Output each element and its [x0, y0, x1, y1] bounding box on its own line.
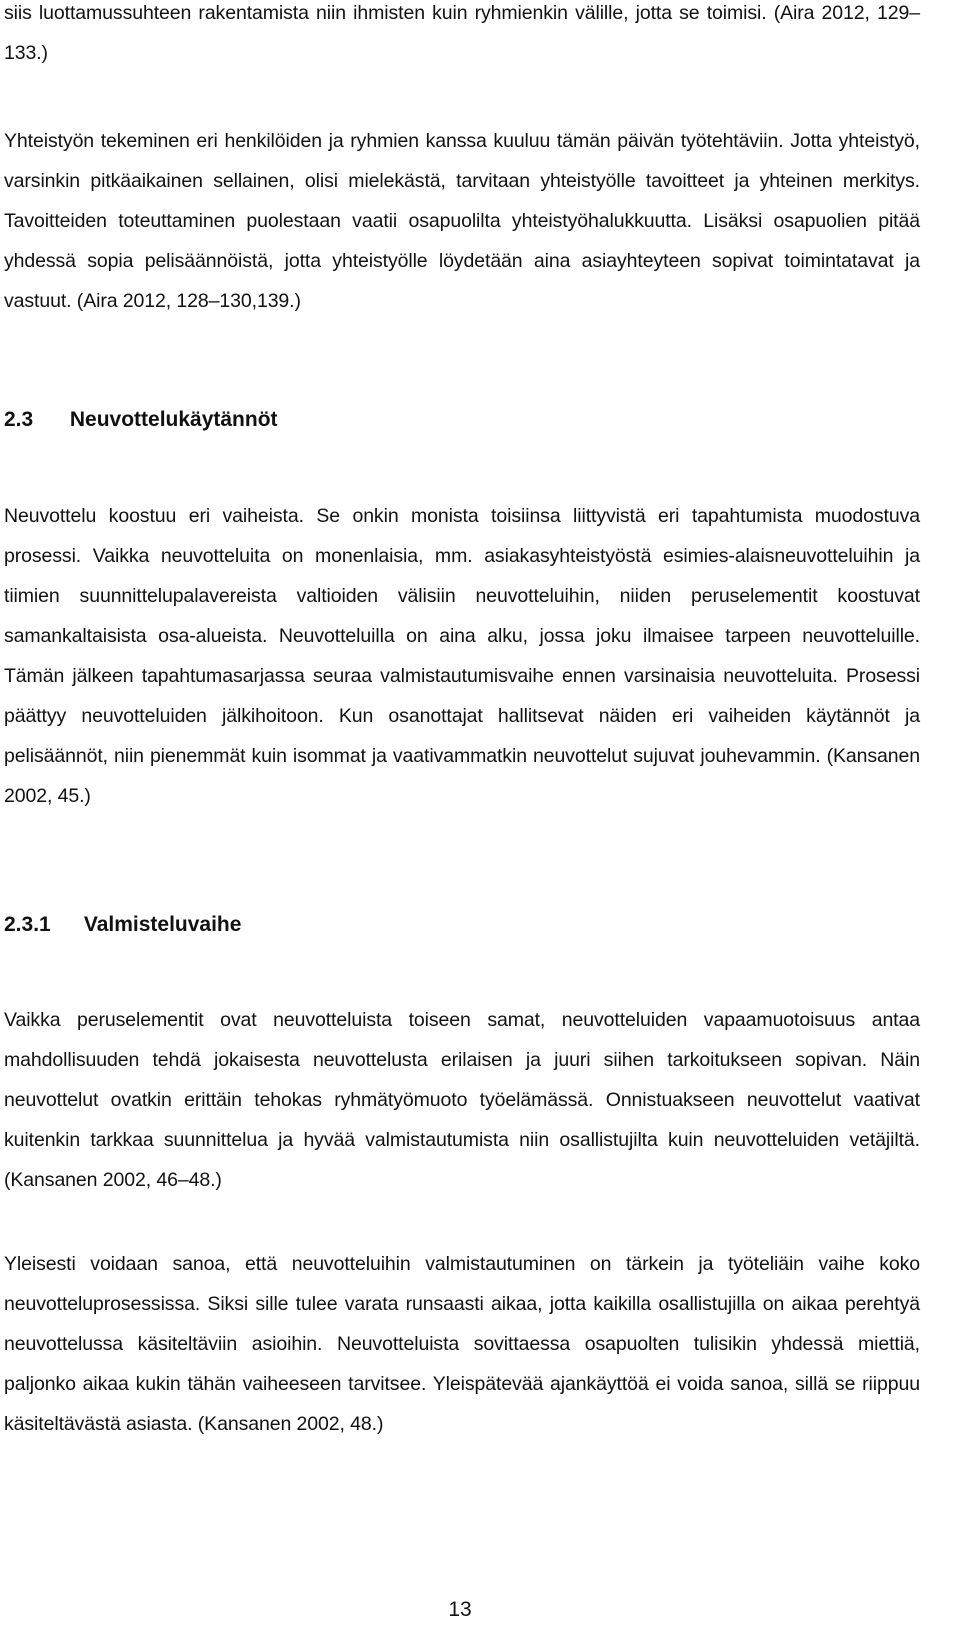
heading-title: Neuvottelukäytännöt: [69, 408, 278, 431]
section-heading-2-3: [4, 406, 278, 434]
paragraph-yhteistyo: Yhteistyön tekeminen eri henkilöiden ja ryhmien kanssa kuuluu tämän päivän työtehtäviin. Jotta yhteistyö, varsinkin pitkäaikainen sellainen, olisi mielekästä, tarvitaan yhteistyölle tavoitteet ja yhteinen merkitys. Tavoitteiden toteuttaminen puolestaan vaatii osapuolilta yhteistyöhalukkuutta. Lisäksi osapuolien pitää yhdessä sopia pelisäännöistä, jotta yhteistyölle löydetään aina asiayhteyteen sopivat toimintatavat ja vastuut. (Aira 2012, 128–130,139.): [4, 130, 920, 312]
page-number: 13: [448, 1598, 472, 1621]
paragraph-neuvottelu: Neuvottelu koostuu eri vaiheista. Se onkin monista toisiinsa liittyvistä eri tapahtumista muodostuva prosessi. Vaikka neuvotteluita on monenlaisia, mm. asiakasyhteistyöstä esimies-alaisneuvotteluihin ja tiimien suunnittelupalavereista valtioiden välisiin neuvotteluihin, niiden peruselementit koostuvat samankaltaisista osa-alueista. Neuvotteluilla on aina alku, jossa joku ilmaisee tarpeen neuvotteluille. Tämän jälkeen tapahtumasarjassa seuraa valmistautumisvaihe ennen varsinaisia neuvotteluita. Prosessi päättyy neuvotteluiden jälkihoitoon. Kun osanottajat hallitsevat näiden eri vaiheiden käytännöt ja pelisäännöt, niin pienemmät kuin isommat ja vaativammatkin neuvottelut sujuvat jouhevammin. (Kansanen 2002, 45.): [4, 505, 920, 807]
section-heading-2-3-1: [4, 911, 241, 939]
paragraph-valmistautuminen: Yleisesti voidaan sanoa, että neuvotteluihin valmistautuminen on tärkein ja työteliäin vaihe koko neuvotteluprosessissa. Siksi sille tulee varata runsaasti aikaa, jotta kaikilla osallistujilla on aikaa perehtyä neuvottelussa käsiteltäviin asioihin. Neuvotteluista sovittaessa osapuolten tulisikin yhdessä miettiä, paljonko aikaa kukin tähän vaiheeseen tarvitsee. Yleispätevää ajankäyttöä ei voida sanoa, sillä se riippuu käsiteltävästä asiasta. (Kansanen 2002, 48.): [4, 1253, 920, 1435]
heading-title: Valmisteluvaihe: [83, 913, 242, 936]
paragraph-peruselementit: Vaikka peruselementit ovat neuvotteluista toiseen samat, neuvotteluiden vapaamuotoisuus antaa mahdollisuuden tehdä jokaisesta neuvottelusta erilaisen ja juuri siihen tarkoitukseen sopivan. Näin neuvottelut ovatkin erittäin tehokas ryhmätyömuoto työelämässä. Onnistuakseen neuvottelut vaativat kuitenkin tarkkaa suunnittelua ja hyvää valmistautumista niin osallistujilta kuin neuvotteluiden vetäjiltä. (Kansanen 2002, 46–48.): [4, 1009, 920, 1191]
heading-number: 2.3.1: [4, 913, 51, 936]
heading-number: 2.3: [4, 408, 34, 431]
paragraph-continuation: siis luottamussuhteen rakentamista niin ihmisten kuin ryhmienkin välille, jotta se toimisi. (Aira 2012, 129–133.): [4, 2, 920, 64]
